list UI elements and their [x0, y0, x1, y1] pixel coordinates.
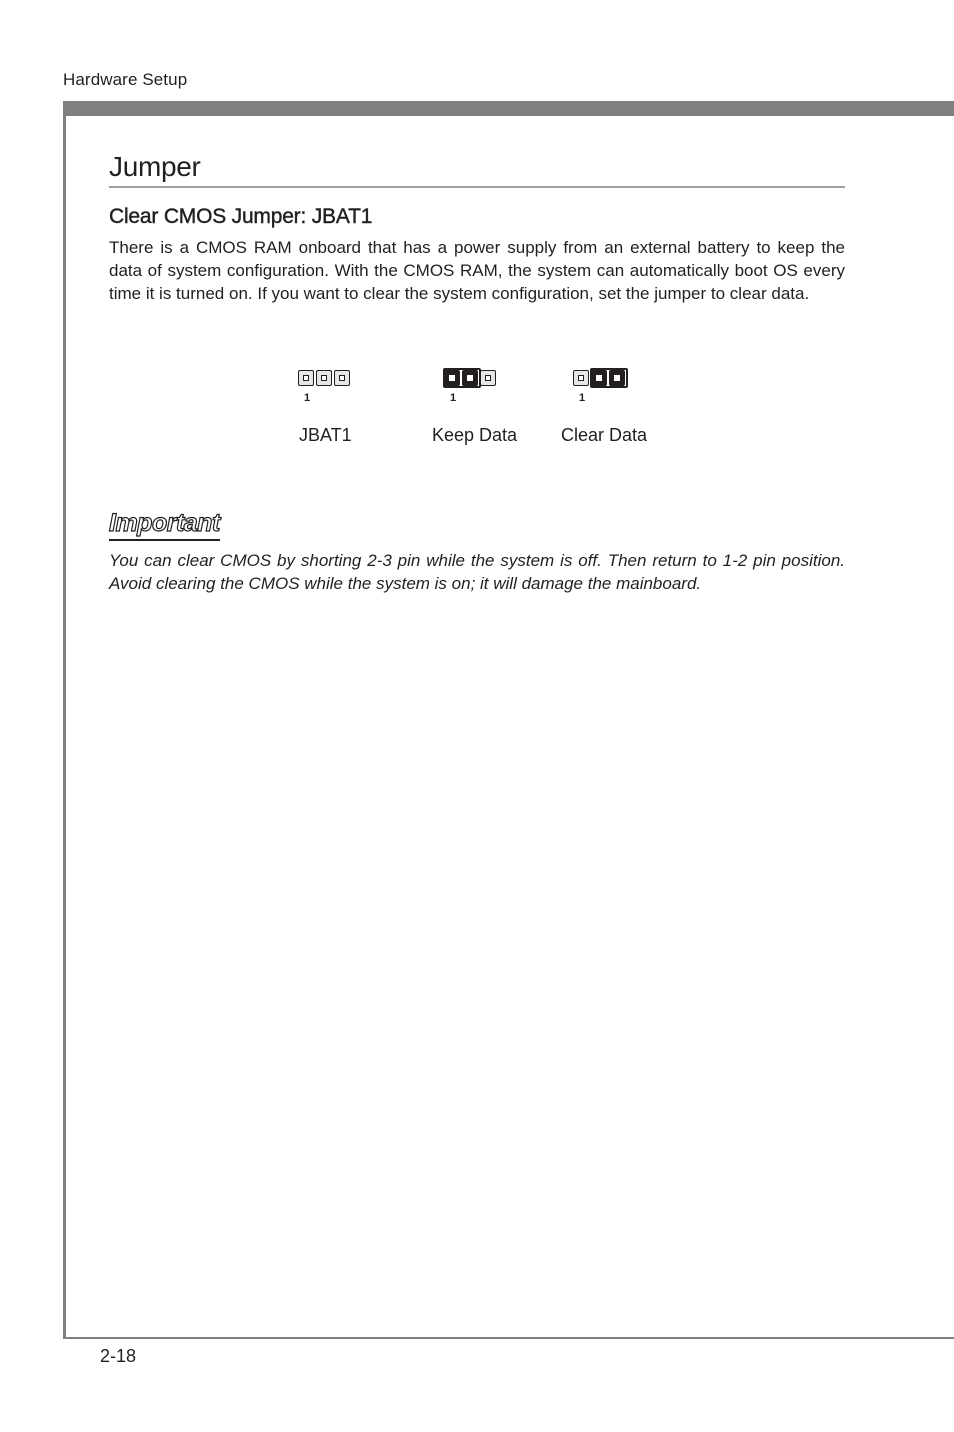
important-note: You can clear CMOS by shorting 2-3 pin while the system is off. Then return to 1-2 pin position. Avoid clearing the CMOS while the system is on; it will damage the mainboard. [109, 551, 845, 593]
pin-1 [573, 370, 589, 386]
body-paragraph: There is a CMOS RAM onboard that has a power supply from an external battery to keep the data of system configuration. With the CMOS RAM, the system can automatically boot OS every time it is turned on. If you want to clear the system configuration, set the jumper to clear data. [109, 238, 845, 303]
pin-row [298, 370, 352, 386]
jbat1-caption: JBAT1 [299, 425, 352, 445]
important-heading: Important [109, 508, 220, 541]
clear-data-header [573, 370, 627, 404]
section-title: Jumper [109, 150, 845, 188]
pin-2 [591, 370, 607, 386]
jbat1-header [298, 370, 352, 404]
pin-2 [462, 370, 478, 386]
pin-3 [609, 370, 625, 386]
pin-one-label: 1 [304, 392, 311, 404]
jumper-diagram [109, 360, 845, 460]
keep-data-caption: Keep Data [432, 425, 518, 445]
section-content [109, 150, 845, 305]
pin-one-label: 1 [450, 392, 457, 404]
pin-2 [316, 370, 332, 386]
pin-3 [480, 370, 496, 386]
bottom-border-rule [63, 1337, 954, 1339]
left-border-rule [63, 101, 66, 1339]
running-header: Hardware Setup [63, 70, 188, 89]
pin-one-label: 1 [579, 392, 586, 404]
page-number: 2-18 [100, 1346, 137, 1366]
pin-1 [444, 370, 460, 386]
pin-3 [334, 370, 350, 386]
clear-data-caption: Clear Data [561, 425, 648, 445]
keep-data-header [444, 370, 498, 404]
pin-1 [298, 370, 314, 386]
top-border-bar [63, 101, 954, 116]
pin-row [573, 370, 627, 386]
pin-row [444, 370, 498, 386]
subsection-title: Clear CMOS Jumper: JBAT1 [109, 205, 373, 228]
